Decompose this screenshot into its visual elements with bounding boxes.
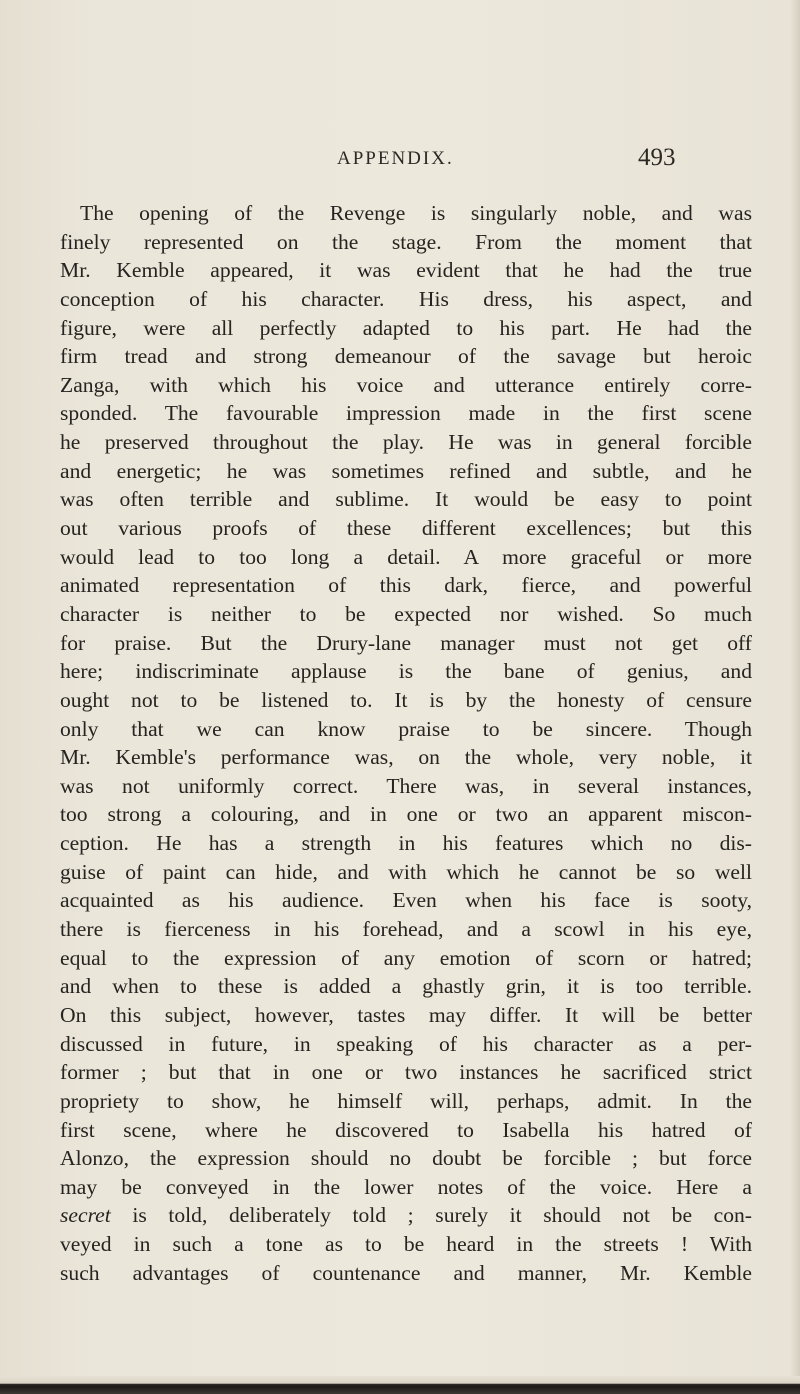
text-line: only that we can know praise to be sincere. Though	[60, 716, 752, 741]
text-line: The opening of the Revenge is singularly noble, and was	[80, 201, 752, 225]
text-line: equal to the expression of any emotion of scorn or hatred;	[60, 945, 752, 970]
text-line: conception of his character. His dress, his aspect, and	[60, 286, 752, 311]
running-head: APPENDIX.	[337, 148, 454, 169]
text-line: such advantages of countenance and manner, Mr. Kemble	[60, 1260, 752, 1285]
text-line: may be conveyed in the lower notes of the voice. Here a	[60, 1174, 752, 1199]
text-line: veyed in such a tone as to be heard in the streets ! With	[60, 1232, 752, 1257]
text-line: Mr. Kemble appeared, it was evident that he had the true	[60, 258, 752, 283]
text-line: out various proofs of these different excellences; but this	[60, 516, 752, 541]
text-line-rest: is told, deliberately told ; surely it should not be con-	[132, 1203, 752, 1228]
text-line: propriety to show, he himself will, perhaps, admit. In the	[60, 1088, 752, 1113]
text-line: ought not to be listened to. It is by the honesty of censure	[60, 687, 752, 712]
text-line: for praise. But the Drury-lane manager must not get off	[60, 630, 752, 655]
text-line: there is fierceness in his forehead, and a scowl in his eye,	[60, 917, 752, 942]
text-line: character is neither to be expected nor wished. So much	[60, 601, 752, 626]
page-number: 493	[638, 144, 676, 171]
italic-word: secret	[60, 1203, 111, 1228]
text-line: Zanga, with which his voice and utterance entirely corre-	[60, 372, 752, 397]
page-bottom-edge	[0, 1376, 800, 1394]
text-line: and when to these is added a ghastly grin, it is too terrible.	[60, 974, 752, 999]
text-line: Mr. Kemble's performance was, on the whole, very noble, it	[60, 745, 752, 770]
body-text	[60, 199, 752, 1287]
page-header	[0, 146, 800, 186]
text-line: discussed in future, in speaking of his character as a per-	[60, 1031, 752, 1056]
text-line: too strong a colouring, and in one or two an apparent miscon-	[60, 802, 752, 827]
text-line: sponded. The favourable impression made in the first scene	[60, 401, 752, 426]
text-line: and energetic; he was sometimes refined and subtle, and he	[60, 458, 752, 483]
text-line: was often terrible and sublime. It would be easy to point	[60, 487, 752, 512]
text-line: was not uniformly correct. There was, in several instances,	[60, 773, 752, 798]
text-line-with-italic	[60, 1201, 752, 1230]
text-line: would lead to too long a detail. A more graceful or more	[60, 544, 752, 569]
text-line: first scene, where he discovered to Isabella his hatred of	[60, 1117, 752, 1142]
text-line: On this subject, however, tastes may differ. It will be better	[60, 1002, 752, 1027]
page-edge-shadow	[790, 0, 800, 1394]
text-line: animated representation of this dark, fierce, and powerful	[60, 573, 752, 598]
text-line: acquainted as his audience. Even when his face is sooty,	[60, 888, 752, 913]
text-line: here; indiscriminate applause is the bane of genius, and	[60, 659, 752, 684]
text-line: figure, were all perfectly adapted to his part. He had the	[60, 315, 752, 340]
text-line: guise of paint can hide, and with which he cannot be so well	[60, 859, 752, 884]
text-line: Alonzo, the expression should no doubt be forcible ; but force	[60, 1146, 752, 1171]
text-line: firm tread and strong demeanour of the savage but heroic	[60, 344, 752, 369]
text-line: he preserved throughout the play. He was in general forcible	[60, 430, 752, 455]
text-line: former ; but that in one or two instances he sacrificed strict	[60, 1060, 752, 1085]
text-line: finely represented on the stage. From the moment that	[60, 229, 752, 254]
text-line: ception. He has a strength in his features which no dis-	[60, 831, 752, 856]
